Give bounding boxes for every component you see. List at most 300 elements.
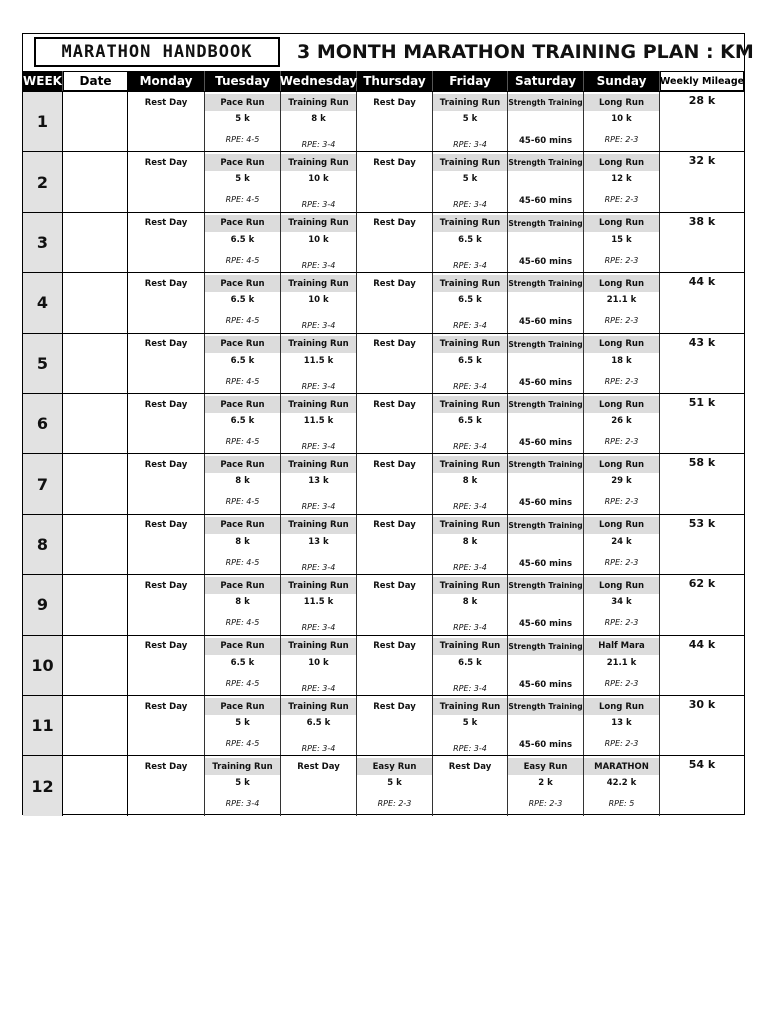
saturday-cell [508,92,584,151]
table-row [23,272,744,332]
workout-label: Training Run [205,758,280,775]
weekly-mileage: 51 k [688,396,716,409]
wednesday-cell [281,636,357,695]
column-header-date: Date [63,71,128,91]
monday-cell [128,515,205,574]
weekly-mileage: 54 k [688,758,716,772]
workout-label: Training Run [433,577,507,594]
table-row [23,333,744,393]
monday-cell [128,213,205,272]
workout-rpe: RPE: 3-4 [301,200,336,210]
workout-label: Training Run [281,336,356,353]
workout-label: Rest Day [373,157,416,168]
table-row [23,755,744,815]
weekly-mileage: 30 k [688,698,716,711]
workout-duration: 45-60 mins [518,256,573,267]
workout-label: Strength Training [508,215,583,232]
workout-label: Rest Day [144,641,188,652]
workout-rpe: RPE: 3-4 [453,200,487,210]
tuesday-cell [205,575,281,634]
date-cell [63,213,128,272]
workout-label: Rest Day [373,580,416,591]
saturday-cell [508,334,584,393]
friday-cell [433,152,508,211]
workout-rpe: RPE: 3-4 [301,683,336,693]
workout-distance: 18 k [611,355,632,366]
table-row [23,514,744,574]
workout-rpe: RPE: 3-4 [453,260,487,270]
table-row [23,91,744,151]
workout-distance: 6.5 k [230,657,255,668]
workout-rpe: RPE: 4-5 [225,316,260,326]
workout-label: Training Run [433,638,507,655]
workout-distance: 6.5 k [230,234,255,245]
workout-distance: 10 k [308,657,329,668]
table-row [23,212,744,272]
workout-label: Long Run [584,94,659,111]
workout-rpe: RPE: 2-3 [604,195,639,205]
workout-distance: 5 k [462,718,478,728]
monday-cell [128,394,205,453]
workout-rpe: RPE: 2-3 [604,497,639,507]
column-header-friday: Friday [433,71,508,91]
workout-rpe: RPE: 4-5 [225,437,260,446]
week-number: 1 [23,92,63,151]
column-header-week: WEEK [23,71,63,91]
workout-distance: 6.5 k [230,295,255,306]
wednesday-cell [281,575,357,634]
workout-distance: 6.5 k [458,657,482,668]
weekly-mileage: 44 k [688,637,716,651]
workout-rpe: RPE: 4-5 [225,376,260,386]
workout-distance: 26 k [611,416,632,426]
date-cell [63,575,128,634]
workout-rpe: RPE: 2-3 [377,799,412,809]
thursday-cell [357,696,433,755]
workout-rpe: RPE: 2-3 [604,437,639,446]
workout-distance: 15 k [611,234,632,245]
weekly-mileage: 38 k [688,214,716,228]
workout-label: Training Run [433,154,507,171]
workout-distance: 8 k [462,476,478,487]
workout-label: Strength Training [508,517,583,534]
workout-distance: 8 k [235,476,250,487]
workout-distance: 29 k [611,476,632,487]
saturday-cell [508,636,584,695]
workout-label: Long Run [584,154,659,171]
friday-cell [433,213,508,272]
workout-label: Rest Day [373,641,416,652]
workout-distance: 42.2 k [606,778,637,789]
workout-distance: 6.5 k [230,355,255,366]
saturday-cell [508,454,584,513]
date-cell [63,636,128,695]
workout-duration: 45-60 mins [518,679,573,690]
week-number: 10 [23,636,63,695]
week-number: 2 [23,152,63,211]
workout-label: Training Run [433,94,507,111]
workout-label: Long Run [584,456,659,473]
sunday-cell [584,152,660,211]
monday-cell [128,273,205,332]
workout-duration: 45-60 mins [518,740,573,750]
thursday-cell [357,575,433,634]
monday-cell [128,636,205,695]
tuesday-cell [205,334,281,393]
workout-label: Easy Run [508,758,583,775]
workout-duration: 45-60 mins [518,377,573,388]
workout-label: Training Run [281,638,356,655]
workout-label: Rest Day [373,399,416,410]
wednesday-cell [281,394,357,453]
week-number: 3 [23,213,63,272]
workout-distance: 5 k [235,114,250,124]
workout-label: Training Run [281,456,356,473]
monday-cell [128,92,205,151]
workout-rpe: RPE: 3-4 [225,799,260,809]
logo: MARATHON HANDBOOK [34,37,280,67]
weekly-mileage: 32 k [688,154,716,168]
workout-rpe: RPE: 3-4 [453,562,487,572]
week-number: 8 [23,515,63,574]
workout-label: Pace Run [205,638,280,655]
weekly-mileage-cell [660,273,744,332]
workout-rpe: RPE: 3-4 [301,744,336,753]
workout-rpe: RPE: 2-3 [604,739,639,748]
training-plan-sheet [22,33,754,815]
friday-cell [433,273,508,332]
sunday-cell [584,575,660,634]
tuesday-cell [205,696,281,755]
tuesday-cell [205,515,281,574]
workout-distance: 6.5 k [458,234,482,245]
workout-duration: 45-60 mins [518,438,573,448]
column-header-saturday: Saturday [508,71,584,91]
thursday-cell [357,273,433,332]
week-number: 5 [23,334,63,393]
date-cell [63,92,128,151]
workout-rpe: RPE: 2-3 [604,678,639,688]
thursday-cell [357,152,433,211]
column-header-sunday: Sunday [584,71,660,91]
workout-label: Long Run [584,698,659,715]
workout-label: Long Run [584,275,659,292]
tuesday-cell [205,152,281,211]
workout-distance: 6.5 k [458,416,482,426]
workout-distance: 10 k [308,295,329,306]
workout-rpe: RPE: 3-4 [453,683,487,693]
wednesday-cell [281,213,357,272]
date-cell [63,273,128,332]
workout-label: Pace Run [205,275,280,292]
workout-distance: 5 k [387,778,402,789]
sunday-cell [584,394,660,453]
workout-rpe: RPE: 2-3 [604,376,639,386]
workout-label: Rest Day [373,97,416,108]
date-cell [63,756,128,815]
workout-label: Training Run [281,396,356,413]
workout-rpe: RPE: 3-4 [301,140,336,149]
workout-rpe: RPE: 2-3 [604,135,639,144]
date-cell [63,152,128,211]
workout-distance: 5 k [462,114,478,124]
sunday-cell [584,636,660,695]
monday-cell [128,334,205,393]
column-header-row [23,71,744,91]
workout-label: Long Run [584,517,659,534]
workout-rpe: RPE: 2-3 [604,557,639,567]
monday-cell [128,756,205,815]
saturday-cell [508,273,584,332]
weekly-mileage-cell [660,213,744,272]
table-row [23,393,744,453]
monday-cell [128,575,205,634]
thursday-cell [357,756,433,815]
workout-duration: 45-60 mins [518,136,573,146]
workout-label: Rest Day [373,520,416,531]
workout-rpe: RPE: 3-4 [453,442,487,451]
sunday-cell [584,756,660,815]
workout-label: Rest Day [144,218,188,229]
workout-label: Rest Day [144,761,188,772]
workout-label: Long Run [584,577,659,594]
workout-rpe: RPE: 2-3 [528,799,563,809]
workout-distance: 13 k [308,536,329,547]
saturday-cell [508,756,584,815]
workout-rpe: RPE: 2-3 [604,618,639,628]
workout-duration: 45-60 mins [518,196,573,207]
saturday-cell [508,515,584,574]
workout-label: Rest Day [144,157,188,168]
workout-distance: 6.5 k [458,295,482,306]
workout-label: Pace Run [205,456,280,473]
workout-rpe: RPE: 2-3 [604,255,639,265]
wednesday-cell [281,273,357,332]
week-number: 9 [23,575,63,634]
workout-rpe: RPE: 5 [608,799,635,809]
workout-rpe: RPE: 4-5 [225,678,260,688]
workout-label: Pace Run [205,698,280,715]
workout-distance: 8 k [462,597,478,608]
workout-label: Training Run [433,456,507,473]
weekly-mileage-cell [660,636,744,695]
thursday-cell [357,334,433,393]
workout-label: Easy Run [357,758,432,775]
weekly-mileage: 43 k [688,335,716,349]
workout-label: Strength Training [508,698,583,715]
column-header-tuesday: Tuesday [205,71,281,91]
friday-cell [433,696,508,755]
weekly-mileage-cell [660,575,744,634]
saturday-cell [508,152,584,211]
workout-distance: 8 k [235,536,250,547]
workout-rpe: RPE: 3-4 [453,744,487,753]
weekly-mileage: 44 k [688,275,716,289]
saturday-cell [508,213,584,272]
workout-label: Training Run [281,517,356,534]
header [23,34,754,71]
weekly-mileage: 58 k [688,456,716,470]
tuesday-cell [205,454,281,513]
workout-distance: 8 k [462,536,478,547]
workout-distance: 11.5 k [303,416,334,426]
column-header-thursday: Thursday [357,71,433,91]
wednesday-cell [281,454,357,513]
workout-label: Training Run [433,698,507,715]
thursday-cell [357,213,433,272]
tuesday-cell [205,636,281,695]
tuesday-cell [205,394,281,453]
workout-label: Strength Training [508,638,583,655]
thursday-cell [357,92,433,151]
thursday-cell [357,394,433,453]
week-number: 6 [23,394,63,453]
weekly-mileage-cell [660,756,744,815]
workout-label: Training Run [281,215,356,232]
table-row [23,635,744,695]
date-cell [63,454,128,513]
workout-label: Rest Day [144,278,188,289]
friday-cell [433,515,508,574]
workout-label: Pace Run [205,215,280,232]
wednesday-cell [281,152,357,211]
table-row [23,695,744,755]
monday-cell [128,152,205,211]
thursday-cell [357,515,433,574]
friday-cell [433,575,508,634]
weekly-mileage-cell [660,334,744,393]
workout-distance: 8 k [311,114,326,124]
workout-label: Training Run [281,577,356,594]
sunday-cell [584,334,660,393]
weekly-mileage: 28 k [688,94,716,107]
workout-rpe: RPE: 4-5 [225,497,260,507]
workout-label: Rest Day [297,761,340,772]
week-number: 11 [23,696,63,755]
workout-rpe: RPE: 3-4 [301,562,336,572]
table-row [23,453,744,513]
workout-distance: 5 k [235,778,250,789]
workout-label: Training Run [433,275,507,292]
friday-cell [433,394,508,453]
sunday-cell [584,273,660,332]
workout-label: Training Run [281,275,356,292]
workout-rpe: RPE: 3-4 [301,321,336,331]
sunday-cell [584,696,660,755]
workout-distance: 10 k [308,174,329,185]
workout-rpe: RPE: 4-5 [225,618,260,628]
workout-distance: 24 k [611,536,632,547]
workout-label: Rest Day [373,278,416,289]
week-number: 4 [23,273,63,332]
wednesday-cell [281,515,357,574]
workout-label: Pace Run [205,517,280,534]
workout-distance: 10 k [611,114,632,124]
workout-rpe: RPE: 3-4 [453,502,487,512]
workout-label: Training Run [433,396,507,413]
workout-label: Rest Day [144,701,188,712]
workout-label: Long Run [584,396,659,413]
tuesday-cell [205,213,281,272]
workout-label: Rest Day [373,459,416,470]
workout-label: Rest Day [144,459,188,470]
workout-label: Strength Training [508,154,583,171]
date-cell [63,696,128,755]
workout-rpe: RPE: 3-4 [301,381,336,391]
thursday-cell [357,636,433,695]
workout-distance: 13 k [308,476,329,487]
tuesday-cell [205,92,281,151]
saturday-cell [508,696,584,755]
workout-distance: 21.1 k [606,295,637,306]
workout-rpe: RPE: 4-5 [225,557,260,567]
workout-label: Rest Day [144,97,188,108]
workout-label: Strength Training [508,396,583,413]
workout-distance: 13 k [611,718,632,728]
saturday-cell [508,575,584,634]
workout-rpe: RPE: 3-4 [301,260,336,270]
workout-label: Rest Day [144,580,188,591]
workout-rpe: RPE: 3-4 [453,623,487,633]
workout-label: Strength Training [508,456,583,473]
weekly-mileage-cell [660,394,744,453]
wednesday-cell [281,696,357,755]
workout-label: Pace Run [205,154,280,171]
sunday-cell [584,454,660,513]
workout-distance: 6.5 k [230,416,255,426]
workout-label: Training Run [281,698,356,715]
workout-label: Training Run [281,154,356,171]
wednesday-cell [281,756,357,815]
weekly-mileage-cell [660,515,744,574]
workout-label: Strength Training [508,336,583,353]
column-header-wednesday: Wednesday [281,71,357,91]
workout-label: Training Run [281,94,356,111]
workout-distance: 6.5 k [306,718,331,728]
workout-distance: 12 k [611,174,632,185]
workout-rpe: RPE: 3-4 [453,381,487,391]
workout-distance: 34 k [611,597,632,608]
workout-label: Rest Day [144,339,188,350]
sunday-cell [584,92,660,151]
tuesday-cell [205,273,281,332]
workout-distance: 8 k [235,597,250,608]
workout-label: Rest Day [144,399,188,410]
workout-distance: 2 k [538,778,553,789]
tuesday-cell [205,756,281,815]
workout-rpe: RPE: 4-5 [225,739,260,748]
workout-rpe: RPE: 3-4 [453,321,487,331]
weekly-mileage: 62 k [688,577,716,591]
workout-label: Training Run [433,517,507,534]
workout-label: Rest Day [144,520,188,531]
wednesday-cell [281,334,357,393]
friday-cell [433,92,508,151]
table-row [23,574,744,634]
workout-label: Long Run [584,336,659,353]
workout-distance: 5 k [235,718,250,728]
friday-cell [433,636,508,695]
workout-label: Strength Training [508,577,583,594]
date-cell [63,515,128,574]
workout-label: Pace Run [205,336,280,353]
wednesday-cell [281,92,357,151]
workout-rpe: RPE: 4-5 [225,195,260,205]
week-number: 12 [23,756,63,815]
workout-label: Pace Run [205,94,280,111]
workout-label: Training Run [433,215,507,232]
workout-rpe: RPE: 4-5 [225,135,260,144]
